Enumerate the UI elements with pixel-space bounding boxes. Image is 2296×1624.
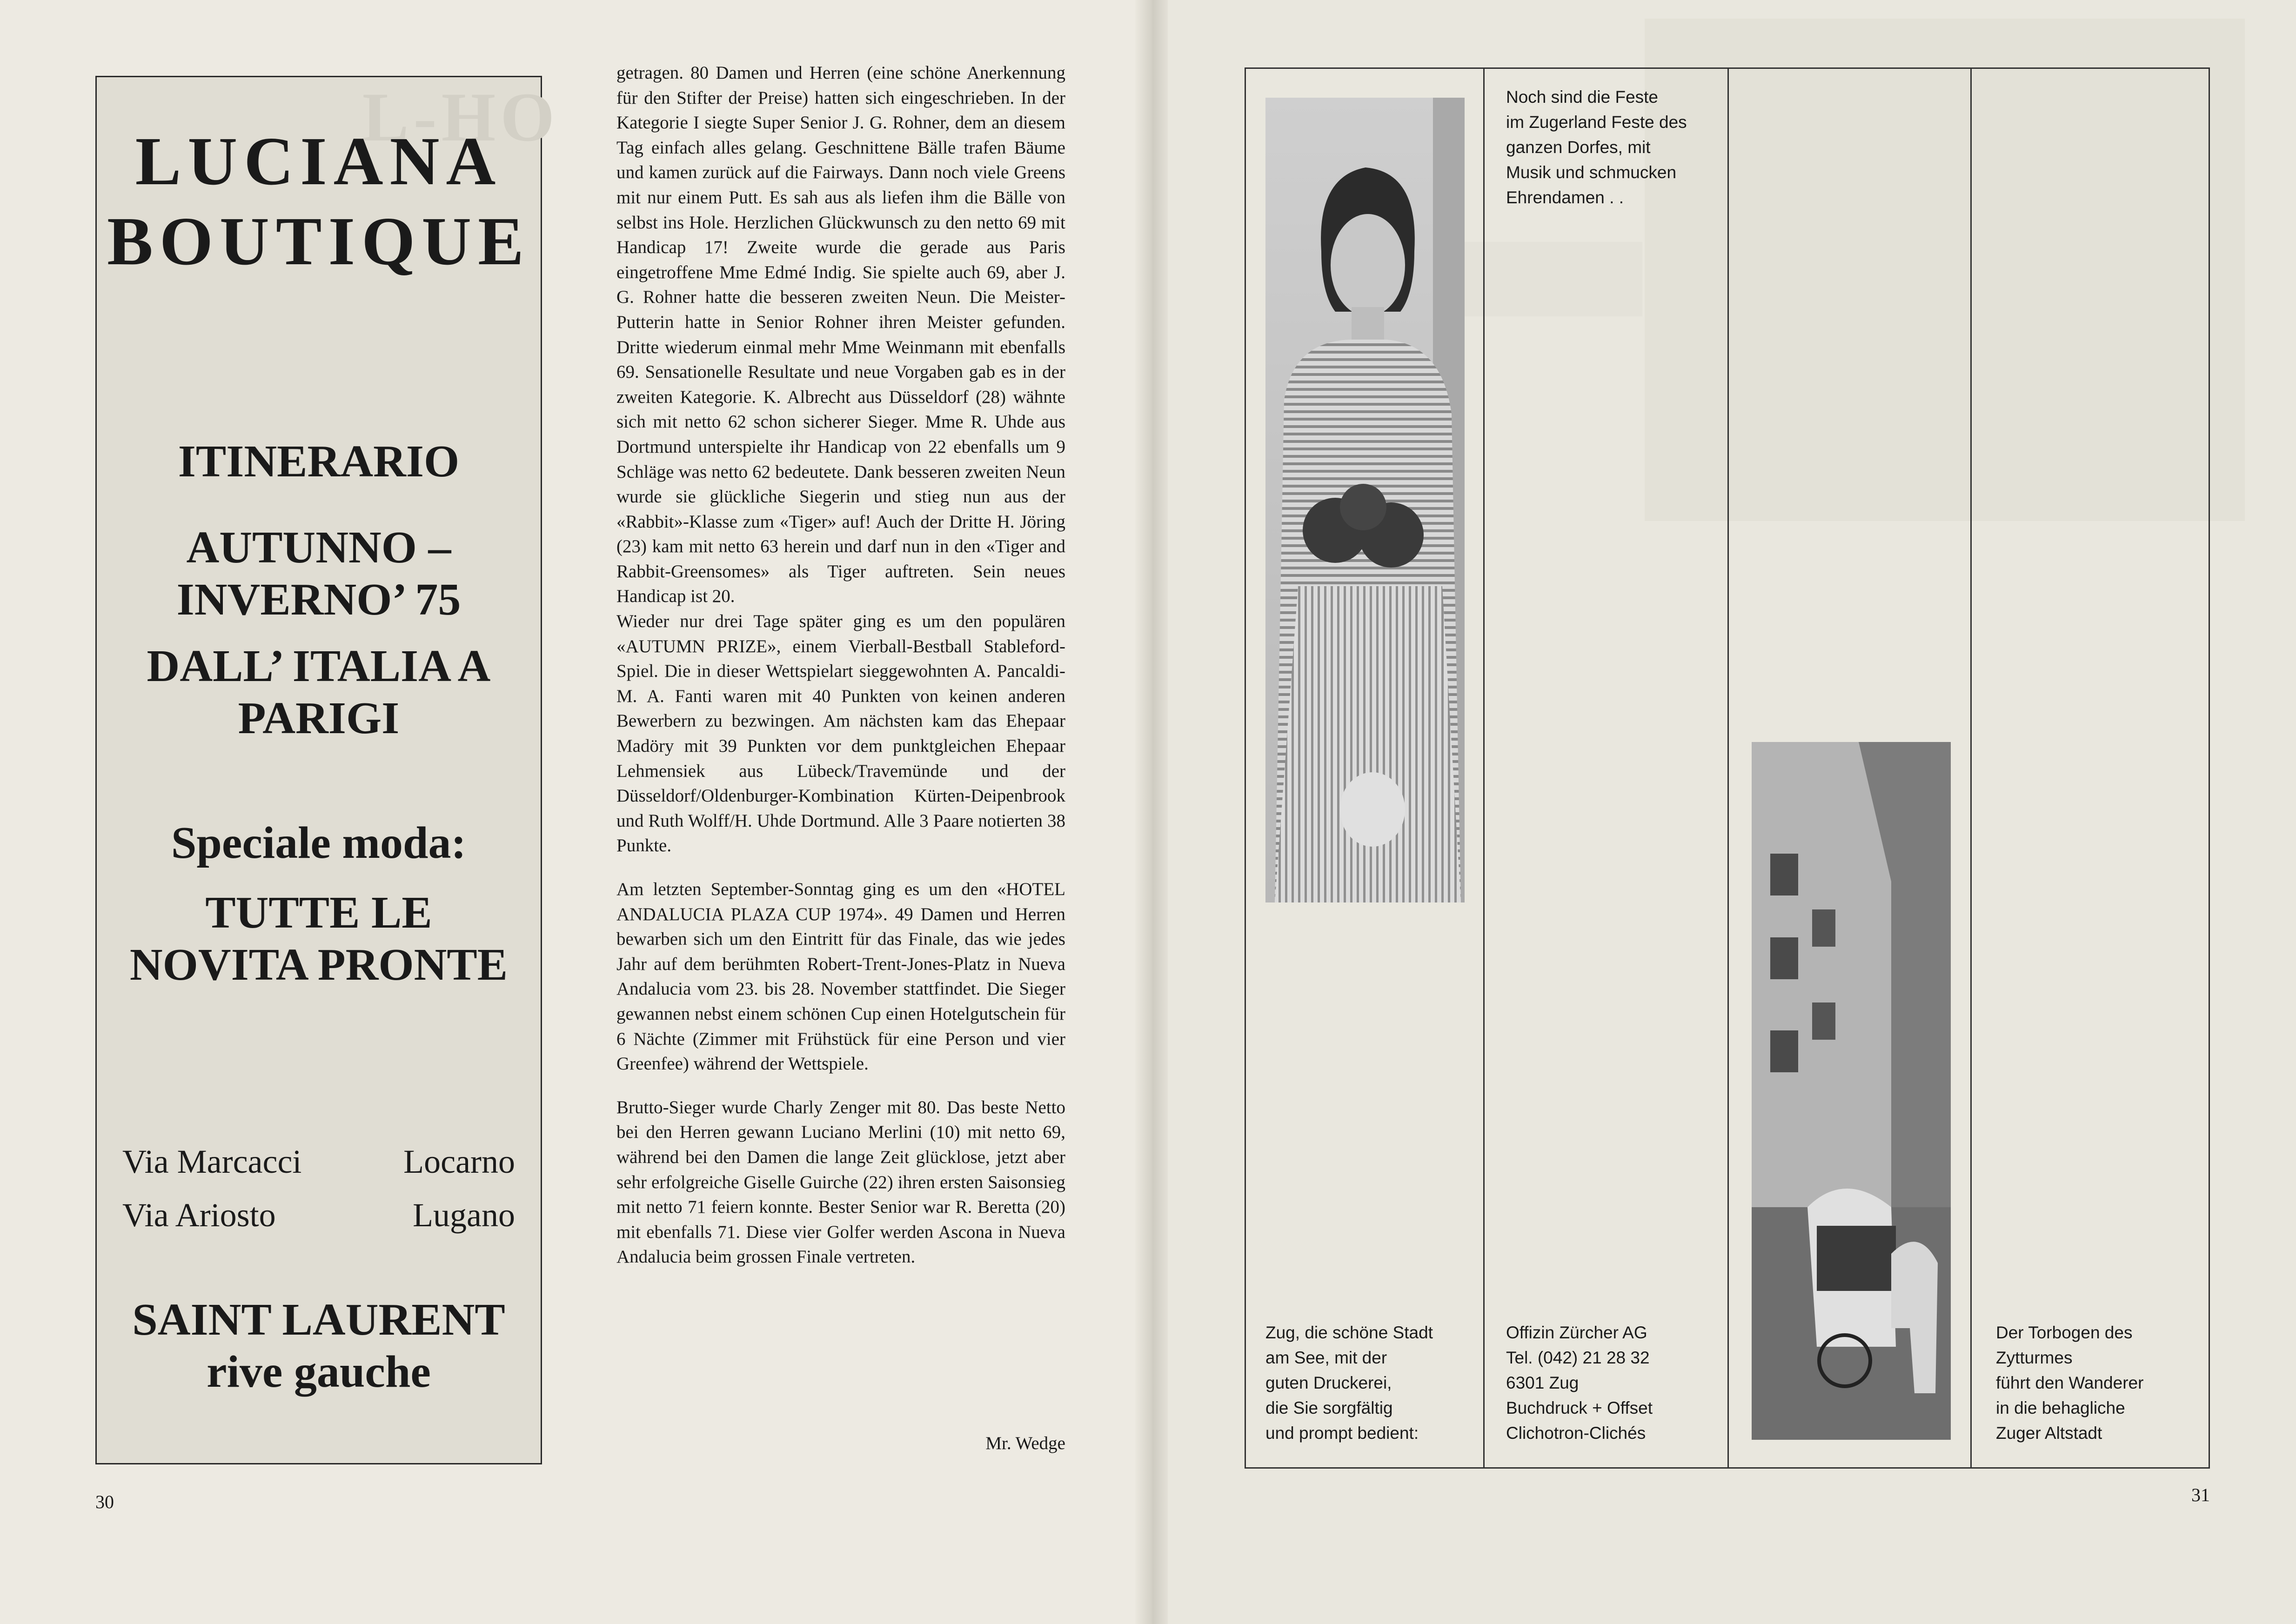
article-paragraph: Am letzten September-Sonntag ging es um den «HOTEL ANDALUCIA PLAZA CUP 1974». 49 Damen und Herren bewarben sich um den Eintritt für das Finale, das wie jedes Jahr auf dem berühmten Robert-Trent-Jones-Platz in Nueva Andalucia vom 23. bis 28. November stattfindet. Die Sieger gewannen nebst einem schönen Cup einen Hotelgutschein für 6 Nächte (Zimmer mit Frühstück für eine Person und vier Greenfee) während der Wettspiele. [616, 879, 1065, 1074]
page-number-right: 31 [2191, 1484, 2210, 1505]
ad-city: Locarno [403, 1143, 515, 1180]
golf-article [616, 60, 1065, 1270]
zytturm-photo [1752, 742, 1951, 1440]
ad-novita-line-2: NOVITA PRONTE [129, 940, 508, 990]
caption-line: guten Druckerei, [1265, 1373, 1392, 1392]
article-paragraph: Brutto-Sieger wurde Charly Zenger mit 80. Das beste Netto bei den Herren gewann Luciano Merlini (10) mit netto 69, während bei den Damen die lange Zeit glücklose, jetzt aber sehr erfolgreiche Giselle Guirche (22) ihren ersten Saisonsieg mit netto 71 feiern konnte. Bester Senior war R. Beretta (20) mit ebenfalls 71. Diese vier Golfer werden Ascona in Nueva Andalucia beim grossen Finale vertreten. [616, 1097, 1065, 1267]
ad-novita-line-1: TUTTE LE [205, 888, 432, 938]
ad-brand-line-1: SAINT LAURENT [132, 1295, 505, 1345]
caption-zug [1265, 1320, 1433, 1446]
caption-line: Musik und schmucken [1506, 163, 1677, 182]
ad-street: Via Marcacci [122, 1143, 302, 1180]
column-divider [1970, 67, 1972, 1469]
caption-line: Zuger Altstadt [1996, 1424, 2102, 1443]
ad-brand-line-2: rive gauche [207, 1347, 431, 1397]
column-divider [1727, 67, 1729, 1469]
ad-novita [97, 887, 541, 991]
caption-line: Zug, die schöne Stadt [1265, 1323, 1433, 1342]
ad-title-line-1: LUCIANA [135, 123, 502, 200]
page-number-left: 30 [95, 1491, 114, 1512]
ad-title-line-2: BOUTIQUE [107, 203, 530, 280]
ad-route-line-1: DALL’ ITALIA A [147, 641, 491, 691]
ad-itinerario: ITINERARIO [178, 436, 460, 487]
book-gutter [1135, 0, 1168, 1624]
luciana-boutique-ad [95, 76, 559, 1464]
caption-line: und prompt bedient: [1265, 1424, 1419, 1443]
caption-line: Ehrendamen . . [1506, 188, 1624, 207]
caption-line: Noch sind die Feste [1506, 87, 1659, 107]
caption-line: 6301 Zug [1506, 1373, 1579, 1392]
caption-line: Clichotron-Clichés [1506, 1424, 1646, 1443]
caption-line: am See, mit der [1265, 1348, 1387, 1367]
caption-line: im Zugerland Feste des [1506, 113, 1687, 132]
ad-season [97, 521, 541, 626]
ad-street: Via Ariosto [122, 1196, 276, 1234]
woman-photo-image [1265, 98, 1465, 902]
caption-line: Zytturmes [1996, 1348, 2073, 1367]
zytturm-photo-image [1752, 742, 1951, 1440]
caption-line: Tel. (042) 21 28 32 [1506, 1348, 1650, 1367]
caption-line: in die behagliche [1996, 1398, 2125, 1417]
ad-season-line-1: AUTUNNO – [186, 522, 451, 573]
caption-line: Der Torbogen des [1996, 1323, 2133, 1342]
caption-feste [1506, 85, 1687, 210]
caption-line: Buchdruck + Offset [1506, 1398, 1653, 1417]
ad-season-line-2: INVERNO’ 75 [176, 575, 461, 625]
ad-city: Lugano [413, 1196, 515, 1234]
ad-brand [97, 1294, 541, 1398]
caption-line: Offizin Zürcher AG [1506, 1323, 1647, 1342]
bleed-through-text: L-HO [362, 79, 559, 156]
ad-address-row [122, 1143, 515, 1181]
ad-route-line-2: PARIGI [238, 693, 400, 743]
ad-title [97, 121, 541, 281]
article-paragraph: getragen. 80 Damen und Herren (eine schöne Anerkennung für den Stifter der Preise) hatten sich eingeschrieben. In der Kategorie I siegte Super Senior J. G. Rohner, dem an diesem Tag einfach alles gelang. Geschnittene Bälle trafen Bäume und kamen zurück auf die Fairways. Dann noch viele Greens mit nur einem Putt. Es sah aus als liefen ihm die Bälle von selbst ins Hole. Herzlichen Glückwunsch zu den netto 69 mit Handicap 17! Zweite wurde die gerade aus Paris eingetroffene Mme Edmé Indig. Sie spielte auch 69, aber J. G. Rohner hatte die besseren zweiten Neun. Die Meister-Putterin hatte in Senior Rohner ihren Meister gefunden. Dritte wiederum einmal mehr Mme Weinmann mit ebenfalls 69. Sensationelle Resultate und neue Vorgaben gab es in der zweiten Kategorie. K. Albrecht aus Düsseldorf (28) wähnte sich mit netto 62 schon sicherer Sieger. Mme R. Uhde aus Dortmund unterspielte ihr Handicap von 22 ebenfalls um 9 Schläge was netto 62 bedeutete. Dank besseren zweiten Neun wurde sie glückliche Siegerin und stieg nun aus der «Rabbit»-Klasse zum «Tiger» auf! Auch der Dritte H. Jöring (23) kam mit netto 63 herein und darf nun in den «Tiger and Rabbit-Greensomes» als Tiger auftreten. Sein neues Handicap ist 20. [616, 63, 1065, 607]
caption-line: die Sie sorgfältig [1265, 1398, 1393, 1417]
caption-line: führt den Wanderer [1996, 1373, 2144, 1392]
caption-line: ganzen Dorfes, mit [1506, 138, 1651, 157]
article-paragraph: Wieder nur drei Tage später ging es um den populären «AUTUMN PRIZE», einem Vierball-Bestball Stableford-Spiel. Die in dieser Wettspielart sieggewohnten A. Pancaldi-M. A. Fanti waren mit 40 Punkten von keinen anderen Bewerbern zu bezwingen. Am nächsten kam das Ehepaar Madöry mit 39 Punkten vor dem punktgleichen Ehepaar Lehmensiek aus Lübeck/Travemünde und der Düsseldorf/Oldenburger-Kombination Kürten-Deipenbrook und Ruth Wolff/H. Uhde Dortmund. Alle 3 Paare notierten 38 Punkte. [616, 611, 1065, 856]
woman-photo [1265, 98, 1465, 902]
ad-address-row [122, 1196, 515, 1235]
article-signature: Mr. Wedge [985, 1433, 1065, 1453]
caption-printer [1506, 1320, 1653, 1446]
ad-speciale: Speciale moda: [171, 818, 467, 868]
column-divider [1483, 67, 1485, 1469]
ad-route [97, 640, 541, 744]
caption-torbogen [1996, 1320, 2143, 1446]
